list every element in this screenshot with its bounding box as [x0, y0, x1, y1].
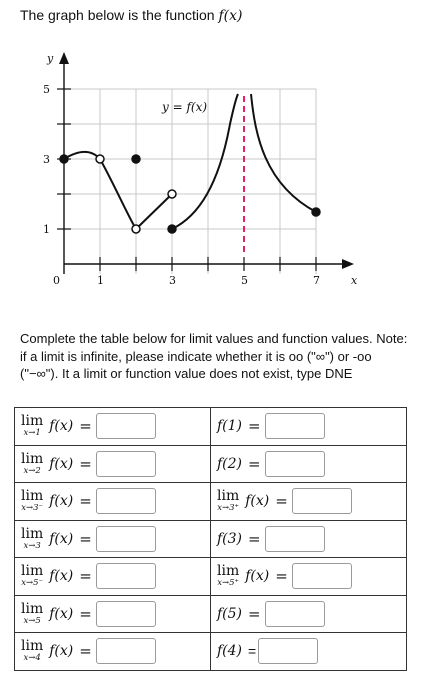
limit-subscript: x→2 [23, 465, 41, 476]
closed-dot-2-3 [132, 155, 140, 163]
function-expression: f(x) [49, 643, 74, 660]
table-row [15, 483, 407, 521]
x-tick-label-1: 1 [97, 274, 104, 287]
cell-content [21, 558, 210, 595]
equals-sign: = [275, 567, 288, 586]
equals-sign: = [79, 604, 92, 623]
cell-content [21, 521, 210, 558]
equals-sign: = [79, 492, 92, 511]
answer-input[interactable] [96, 413, 156, 439]
answer-input[interactable] [292, 488, 352, 514]
x-tick-label-0: 0 [53, 274, 60, 287]
equals-sign: = [248, 643, 257, 660]
instructions: Complete the table below for limit values and function values. Note: if a limit is infinite, please indicate whether it is oo ("∞") or -oo ("−∞"). It a limit or function value does not exist, type DNE [20, 331, 408, 381]
limit-notation [21, 602, 43, 626]
equals-sign: = [248, 529, 261, 548]
x-axis-label: x [351, 274, 358, 287]
equals-sign: = [79, 642, 92, 661]
cell-content [217, 408, 406, 445]
table-cell-left [15, 445, 211, 483]
limit-subscript: x→1 [23, 428, 41, 439]
cell-content [217, 483, 406, 520]
equals-sign: = [248, 454, 261, 473]
answer-input[interactable] [96, 488, 156, 514]
answer-input[interactable] [96, 638, 156, 664]
table-cell-right [211, 445, 407, 483]
limit-subscript: x→3⁻ [21, 503, 44, 514]
limit-word: lim [21, 563, 44, 580]
equals-sign: = [248, 417, 261, 436]
limit-notation [21, 639, 43, 663]
table-cell-left [15, 633, 211, 671]
open-dot-2-1 [132, 225, 140, 233]
limit-notation [21, 414, 43, 438]
function-expression: f(x) [245, 568, 270, 585]
table-cell-right [211, 633, 407, 671]
equals-sign: = [79, 529, 92, 548]
table-cell-right [211, 520, 407, 558]
limit-subscript: x→5⁻ [21, 578, 44, 589]
answer-input[interactable] [265, 451, 325, 477]
x-tick-label-7: 7 [313, 274, 320, 287]
table-cell-right [211, 483, 407, 521]
table-cell-left [15, 483, 211, 521]
open-dot-3-2 [168, 190, 176, 198]
function-expression: f(x) [49, 530, 74, 547]
question-header [20, 6, 242, 25]
limit-word: lim [217, 488, 240, 505]
x-tick-label-3: 3 [169, 274, 176, 287]
answer-input[interactable] [258, 638, 318, 664]
limit-word: lim [21, 525, 44, 542]
function-expression: f(x) [245, 493, 270, 510]
table-row [15, 558, 407, 596]
x-tick-label-5: 5 [241, 274, 248, 287]
function-expression: f(x) [49, 605, 74, 622]
y-tick-label-5: 5 [43, 83, 50, 96]
limit-notation [21, 527, 43, 551]
function-expression: f(2) [217, 455, 243, 472]
table-cell-right [211, 558, 407, 596]
equals-sign: = [248, 604, 261, 623]
answer-input[interactable] [265, 526, 325, 552]
limit-notation [217, 564, 239, 588]
function-expression: f(x) [49, 568, 74, 585]
limit-subscript: x→4 [23, 653, 41, 664]
limit-word: lim [21, 413, 44, 430]
y-axis-arrow [59, 52, 69, 64]
function-expression: f(3) [217, 530, 243, 547]
y-tick-label-3: 3 [43, 153, 50, 166]
answer-input[interactable] [292, 563, 352, 589]
limit-word: lim [217, 563, 240, 580]
limit-subscript: x→3 [23, 540, 41, 551]
cell-content [217, 521, 406, 558]
cell-content [21, 633, 210, 670]
table-cell-left [15, 520, 211, 558]
cell-content [217, 596, 406, 633]
cell-content [217, 446, 406, 483]
answer-input[interactable] [96, 563, 156, 589]
limit-subscript: x→5 [23, 615, 41, 626]
table-cell-left [15, 408, 211, 446]
table-row [15, 408, 407, 446]
function-graph [24, 44, 364, 294]
grid [64, 89, 316, 274]
limit-subscript: x→3⁺ [217, 503, 240, 514]
function-expression: f(1) [217, 418, 243, 435]
open-dot-1-3 [96, 155, 104, 163]
function-expression: f(x) [49, 493, 74, 510]
function-expression: f(x) [49, 455, 74, 472]
answer-input[interactable] [96, 601, 156, 627]
cell-content [21, 483, 210, 520]
curve-label: y = f(x) [162, 100, 208, 114]
function-expression: f(5) [217, 605, 243, 622]
limit-word: lim [21, 600, 44, 617]
cell-content [217, 558, 406, 595]
closed-dot-3-1 [168, 225, 176, 233]
table-row [15, 445, 407, 483]
answer-input[interactable] [265, 601, 325, 627]
table-cell-left [15, 595, 211, 633]
function-expression: f(x) [49, 418, 74, 435]
equals-sign: = [79, 417, 92, 436]
answer-input[interactable] [96, 451, 156, 477]
header-text: The graph below is the function [20, 7, 219, 23]
limit-word: lim [21, 638, 44, 655]
closed-dot-0-3 [60, 155, 68, 163]
cell-content [217, 633, 406, 670]
table-row [15, 520, 407, 558]
table-row [15, 595, 407, 633]
equals-sign: = [79, 454, 92, 473]
y-axis-label: y [47, 52, 54, 65]
closed-dot-7-1-6 [312, 208, 320, 216]
limit-notation [21, 452, 43, 476]
table-cell-right [211, 595, 407, 633]
limit-word: lim [21, 488, 44, 505]
limits-table [14, 407, 407, 671]
y-tick-label-1: 1 [43, 223, 50, 236]
table-cell-left [15, 558, 211, 596]
limit-notation [217, 489, 239, 513]
header-function: f(x) [218, 8, 243, 24]
cell-content [21, 408, 210, 445]
answer-input[interactable] [96, 526, 156, 552]
table-row [15, 633, 407, 671]
cell-content [21, 596, 210, 633]
x-axis-arrow [342, 259, 354, 269]
limit-word: lim [21, 450, 44, 467]
limit-notation [21, 564, 43, 588]
equals-sign: = [275, 492, 288, 511]
table-cell-right [211, 408, 407, 446]
cell-content [21, 446, 210, 483]
equals-sign: = [79, 567, 92, 586]
limit-subscript: x→5⁺ [217, 578, 240, 589]
answer-input[interactable] [265, 413, 325, 439]
limit-notation [21, 489, 43, 513]
function-expression: f(4) [217, 643, 243, 660]
